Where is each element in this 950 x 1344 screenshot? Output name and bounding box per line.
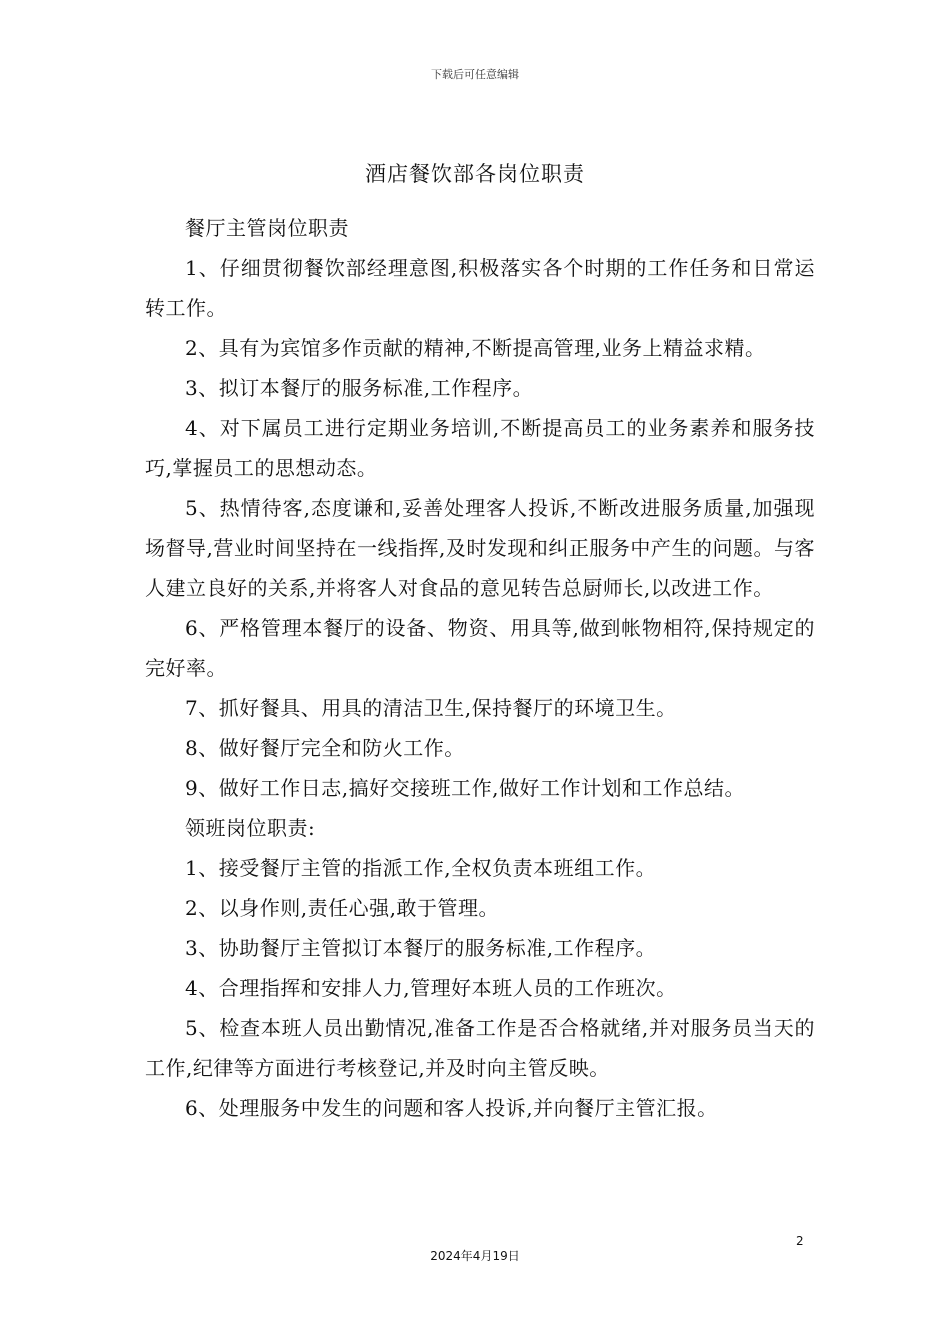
paragraph: 领班岗位职责:: [185, 816, 316, 840]
paragraph: 1、接受餐厅主管的指派工作,全权负责本班组工作。: [185, 856, 657, 880]
paragraph: 5、检查本班人员出勤情况,准备工作是否合格就绪,并对服务员当天的工作,纪律等方面进行考核登记,并及时向主管反映。: [145, 1016, 815, 1080]
paragraph: 5、热情待客,态度谦和,妥善处理客人投诉,不断改进服务质量,加强现场督导,营业时间坚持在一线指挥,及时发现和纠正服务中产生的问题。与客人建立良好的关系,并将客人对食品的意见转告总厨师长,以改进工作。: [145, 496, 815, 600]
paragraph: 3、协助餐厅主管拟订本餐厅的服务标准,工作程序。: [185, 936, 657, 960]
paragraph: 1、仔细贯彻餐饮部经理意图,积极落实各个时期的工作任务和日常运转工作。: [145, 256, 815, 320]
page-number: 2: [796, 1234, 804, 1248]
paragraph: 9、做好工作日志,搞好交接班工作,做好工作计划和工作总结。: [185, 776, 745, 800]
paragraph: 6、严格管理本餐厅的设备、物资、用具等,做到帐物相符,保持规定的完好率。: [145, 616, 815, 680]
paragraph: 2、具有为宾馆多作贡献的精神,不断提高管理,业务上精益求精。: [185, 336, 766, 360]
document-body: [145, 208, 815, 1128]
paragraph: 6、处理服务中发生的问题和客人投诉,并向餐厅主管汇报。: [185, 1096, 718, 1120]
paragraph: 8、做好餐厅完全和防火工作。: [185, 736, 465, 760]
paragraph: 3、拟订本餐厅的服务标准,工作程序。: [185, 376, 534, 400]
paragraph: 餐厅主管岗位职责: [185, 216, 349, 240]
document-title: 酒店餐饮部各岗位职责: [365, 162, 585, 186]
footer-date: 2024年4月19日: [430, 1249, 520, 1263]
header-note: 下载后可任意编辑: [431, 68, 519, 81]
paragraph: 7、抓好餐具、用具的清洁卫生,保持餐厅的环境卫生。: [185, 696, 677, 720]
paragraph: 4、对下属员工进行定期业务培训,不断提高员工的业务素养和服务技巧,掌握员工的思想动态。: [145, 416, 815, 480]
paragraph: 2、以身作则,责任心强,敢于管理。: [185, 896, 499, 920]
paragraph: 4、合理指挥和安排人力,管理好本班人员的工作班次。: [185, 976, 677, 1000]
